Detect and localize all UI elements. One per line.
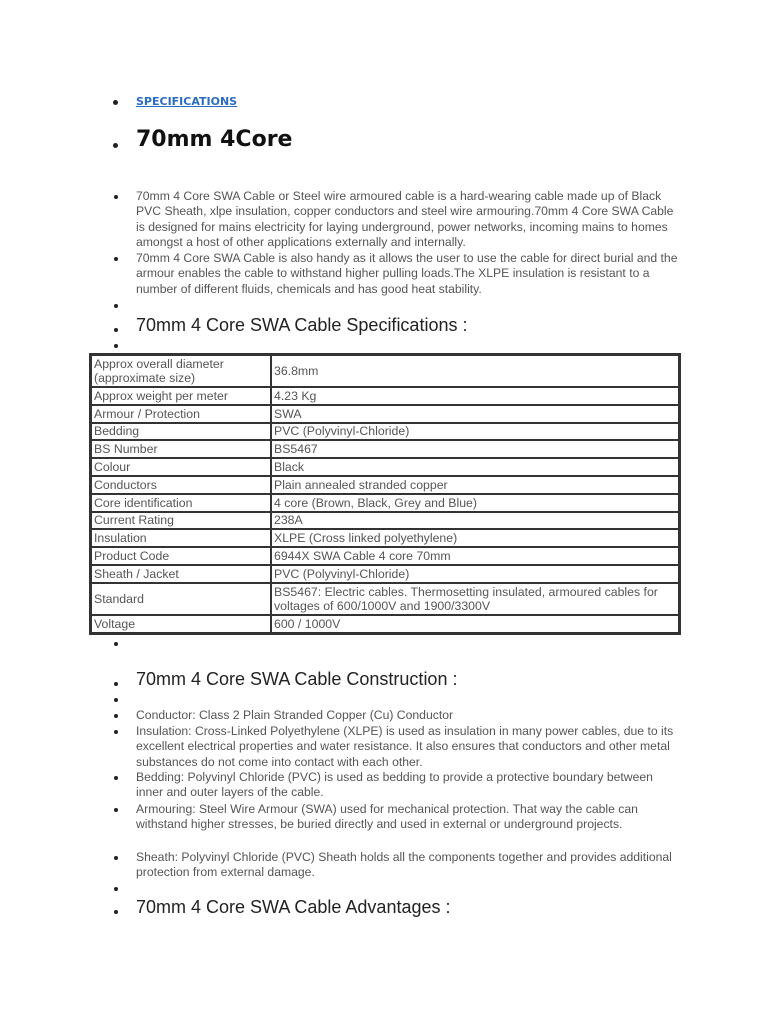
- list-bullet: [114, 714, 118, 718]
- spec-value: Black: [271, 458, 679, 476]
- spec-key: Sheath / Jacket: [91, 565, 271, 583]
- table-row: [91, 355, 679, 387]
- spec-key: Approx overall diameter (approximate size): [91, 355, 271, 387]
- table-row: [91, 440, 679, 458]
- list-bullet: [113, 143, 118, 148]
- table-row: [91, 512, 679, 530]
- spec-value: 600 / 1000V: [271, 615, 679, 633]
- spec-key: Armour / Protection: [91, 405, 271, 423]
- spec-value: SWA: [271, 405, 679, 423]
- empty-bullet: [114, 887, 118, 891]
- spec-value: BS5467: Electric cables. Thermosetting insulated, armoured cables for voltages of 600/1000V and 1900/3300V: [271, 583, 679, 615]
- table-row: [91, 405, 679, 423]
- spec-key: Core identification: [91, 494, 271, 512]
- advantages-heading: 70mm 4 Core SWA Cable Advantages :: [136, 897, 451, 917]
- construction-item: Insulation: Cross-Linked Polyethylene (XLPE) is used as insulation in many power cables, due to its excellent electrical properties and water resistance. It also ensures that conductors and other metal substances do not come into contact with each other.: [136, 724, 674, 769]
- spec-key: Standard: [91, 583, 271, 615]
- intro-paragraph: 70mm 4 Core SWA Cable or Steel wire armoured cable is a hard-wearing cable made up of Black PVC Sheath, xlpe insulation, copper conductors and steel wire armouring.70mm 4 Core SWA Cable is designed for mains electricity for laying underground, power networks, incoming mains to homes amongst a host of other applications externally and internally.: [136, 189, 674, 250]
- spec-key: BS Number: [91, 440, 271, 458]
- specifications-heading: 70mm 4 Core SWA Cable Specifications :: [136, 315, 468, 335]
- specifications-link[interactable]: SPECIFICATIONS: [136, 95, 238, 108]
- table-row: [91, 476, 679, 494]
- list-bullet: [114, 682, 118, 686]
- construction-item: Armouring: Steel Wire Armour (SWA) used for mechanical protection. That way the cable can withstand higher stresses, be buried directly and used in external or underground projects.: [136, 802, 638, 832]
- spec-key: Approx weight per meter: [91, 387, 271, 405]
- list-bullet: [114, 195, 118, 199]
- table-row: [91, 529, 679, 547]
- spec-key: Current Rating: [91, 512, 271, 530]
- spec-key: Insulation: [91, 529, 271, 547]
- construction-item: Conductor: Class 2 Plain Stranded Copper (Cu) Conductor: [136, 708, 454, 722]
- list-bullet: [114, 730, 118, 734]
- table-row: [91, 547, 679, 565]
- spec-key: Product Code: [91, 547, 271, 565]
- table-row: [91, 458, 679, 476]
- spec-value: 6944X SWA Cable 4 core 70mm: [271, 547, 679, 565]
- spec-value: BS5467: [271, 440, 679, 458]
- table-row: [91, 494, 679, 512]
- list-bullet: [114, 808, 118, 812]
- spec-value: 4 core (Brown, Black, Grey and Blue): [271, 494, 679, 512]
- spec-value: XLPE (Cross linked polyethylene): [271, 529, 679, 547]
- empty-bullet: [114, 698, 118, 702]
- spec-key: Bedding: [91, 423, 271, 441]
- spec-value: 238A: [271, 512, 679, 530]
- construction-item: Bedding: Polyvinyl Chloride (PVC) is used as bedding to provide a protective boundary between inner and outer layers of the cable.: [136, 770, 653, 800]
- spec-key: Conductors: [91, 476, 271, 494]
- empty-bullet: [114, 344, 118, 348]
- spec-value: Plain annealed stranded copper: [271, 476, 679, 494]
- specifications-table: [89, 353, 681, 635]
- empty-bullet: [114, 304, 118, 308]
- spec-value: PVC (Polyvinyl-Chloride): [271, 565, 679, 583]
- spec-key: Voltage: [91, 615, 271, 633]
- list-bullet: [114, 776, 118, 780]
- page-title: 70mm 4Core: [136, 127, 293, 152]
- empty-bullet: [114, 642, 118, 646]
- table-row: [91, 423, 679, 441]
- spec-key: Colour: [91, 458, 271, 476]
- list-bullet: [114, 257, 118, 261]
- table-row: [91, 615, 679, 633]
- spec-value: PVC (Polyvinyl-Chloride): [271, 423, 679, 441]
- list-bullet: [114, 328, 118, 332]
- table-row: [91, 565, 679, 583]
- spec-value: 4.23 Kg: [271, 387, 679, 405]
- spec-value: 36.8mm: [271, 355, 679, 387]
- list-bullet: [113, 100, 118, 105]
- construction-item: Sheath: Polyvinyl Chloride (PVC) Sheath holds all the components together and provides additional protection from external damage.: [136, 850, 672, 880]
- list-bullet: [114, 856, 118, 860]
- table-row: [91, 583, 679, 615]
- table-row: [91, 387, 679, 405]
- intro-paragraph: 70mm 4 Core SWA Cable is also handy as it allows the user to use the cable for direct burial and the armour enables the cable to withstand higher pulling loads.The XLPE insulation is resistant to a number of different fluids, chemicals and has good heat stability.: [136, 251, 678, 296]
- construction-heading: 70mm 4 Core SWA Cable Construction :: [136, 669, 458, 689]
- list-bullet: [114, 910, 118, 914]
